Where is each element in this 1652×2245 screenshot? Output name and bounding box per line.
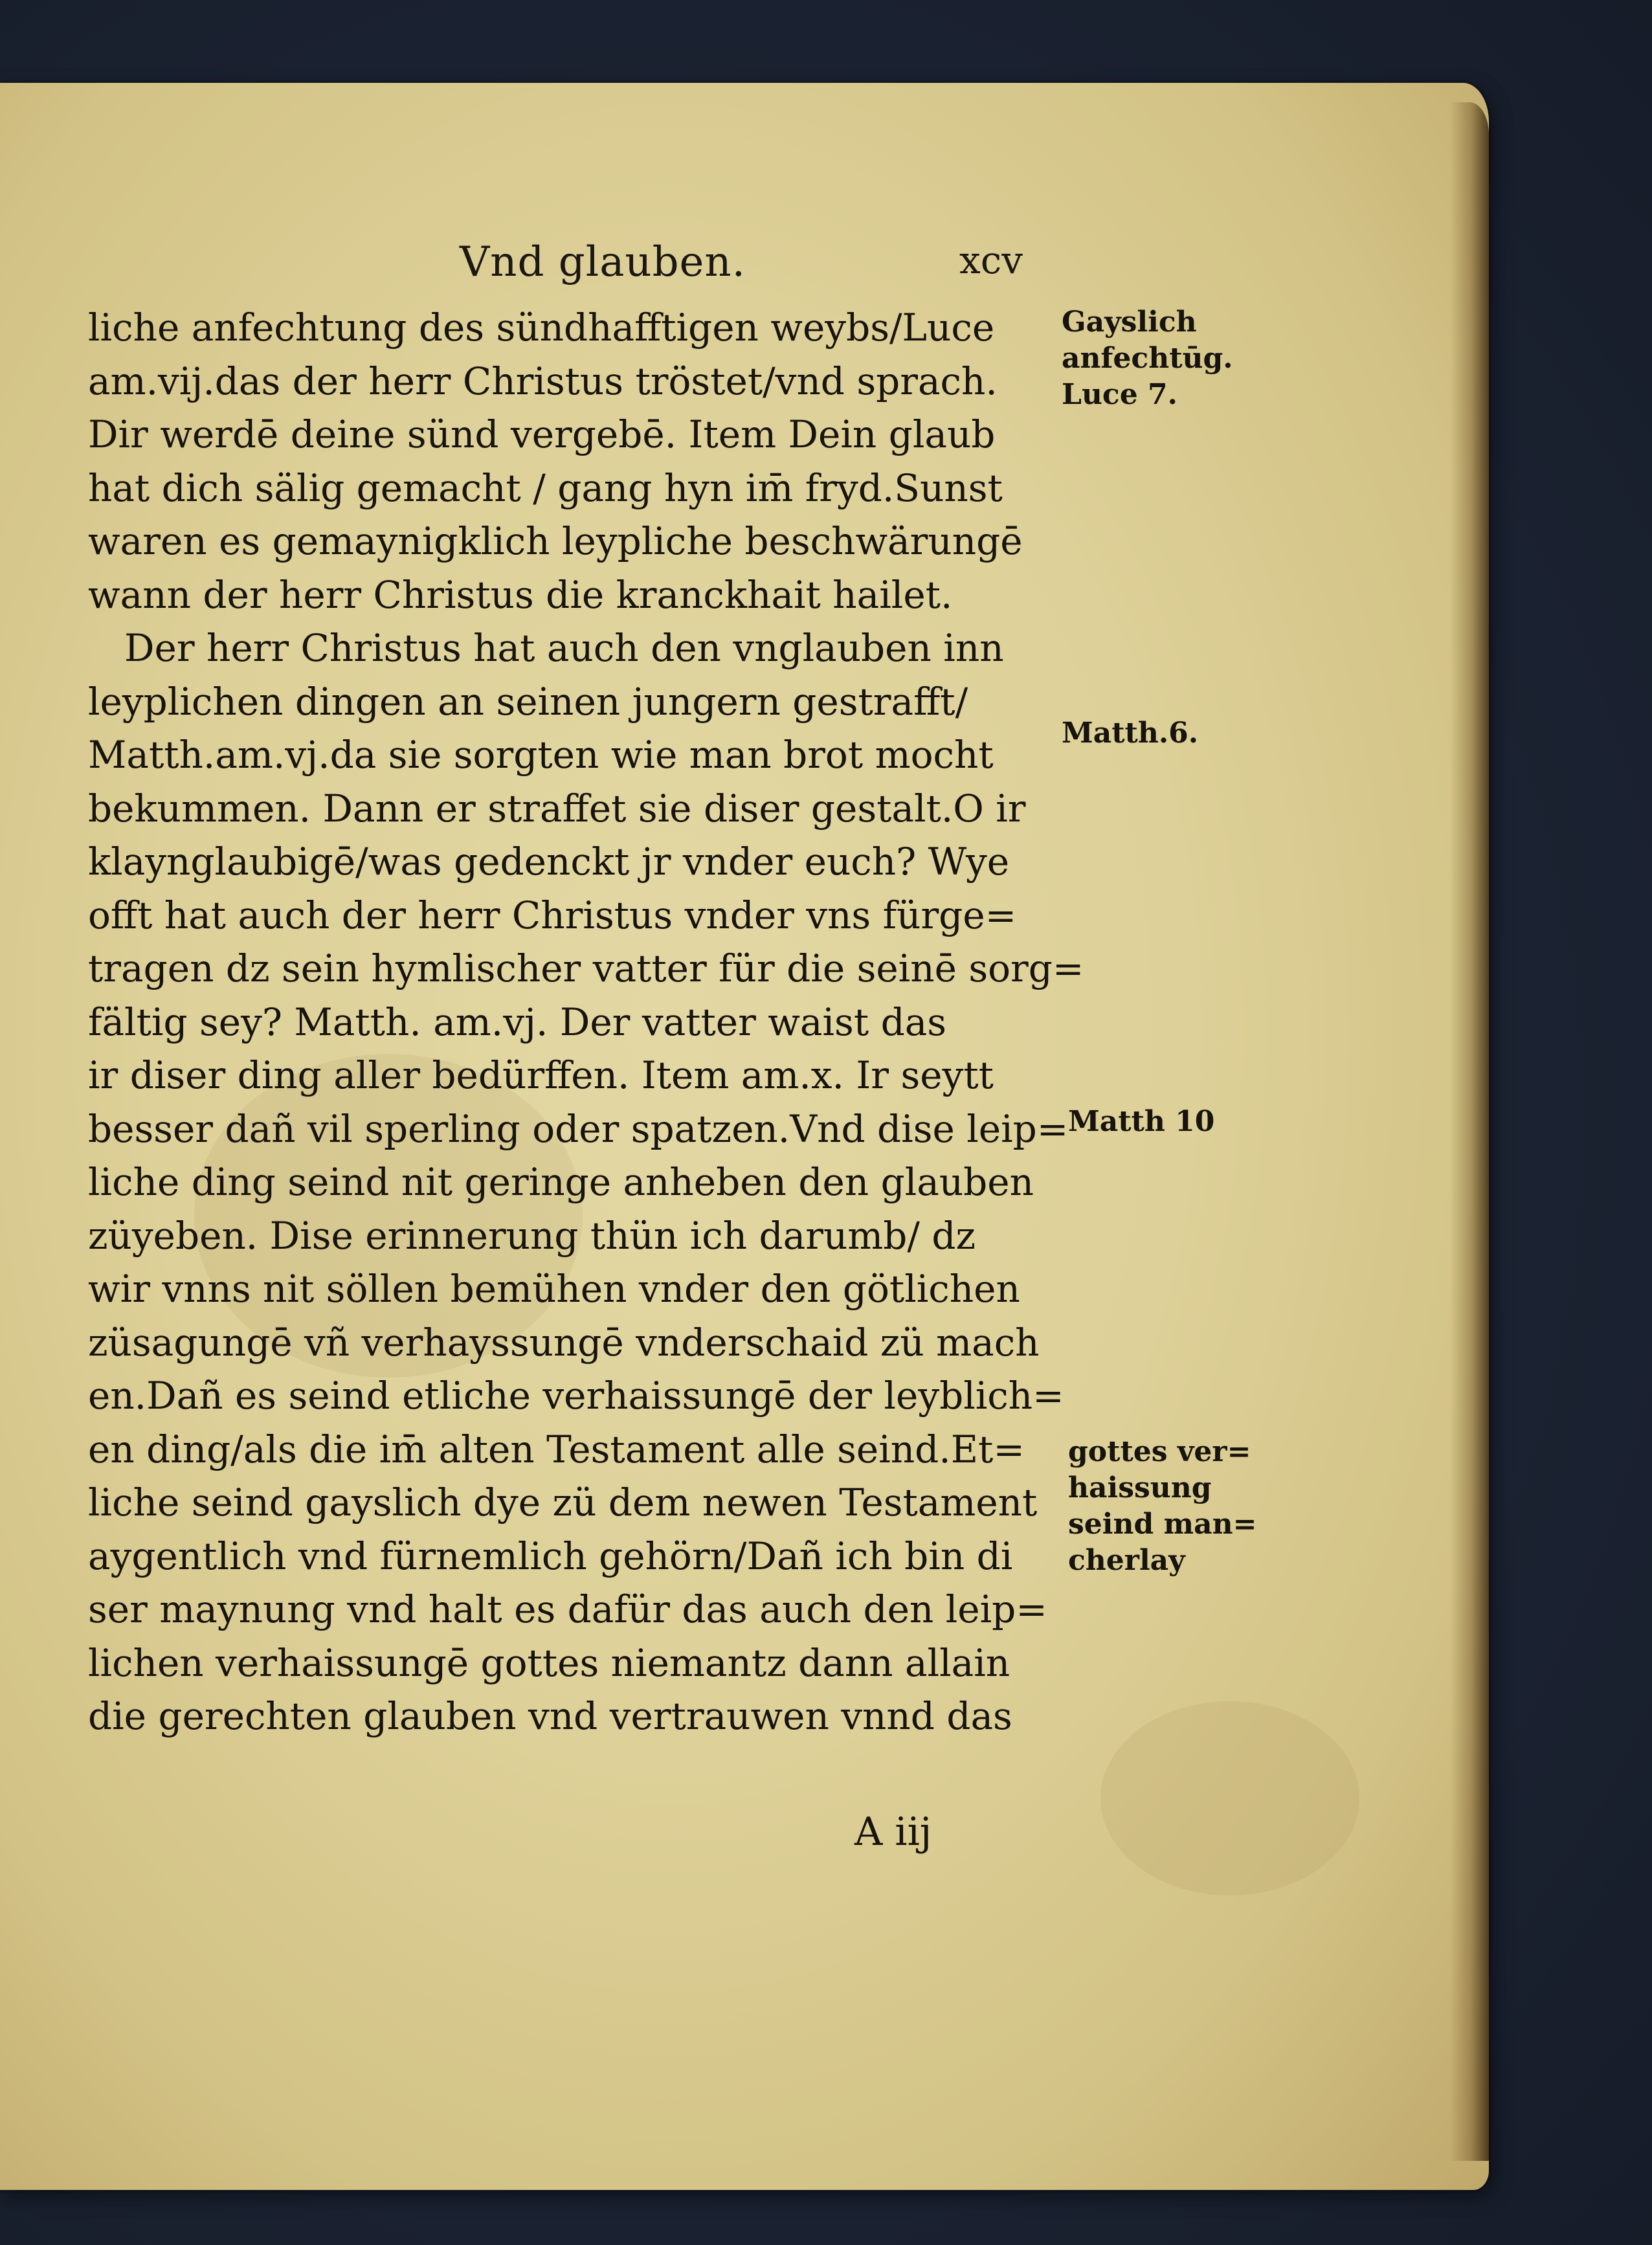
text-line: aygentlich vnd fürnemlich gehörn/Dañ ich bin di — [88, 1534, 1013, 1578]
text-line: wann der herr Christus die kranckhait hailet. — [88, 572, 953, 617]
text-line: tragen dz sein hymlischer vatter für die seinē sorg= — [88, 946, 1084, 990]
margin-note-gottes — [1068, 1434, 1256, 1579]
margin-note-line: Luce 7. — [1062, 378, 1178, 411]
margin-note-matth-6 — [1062, 715, 1198, 752]
text-line: en ding/als die im̄ alten Testament alle seind.Et= — [88, 1427, 1025, 1471]
text-line: offt hat auch der herr Christus vnder vns fürge= — [88, 893, 1017, 937]
text-line: hat dich sälig gemacht / gang hyn im̄ fryd.Sunst — [88, 465, 1003, 510]
text-line: am.vij.das der herr Christus tröstet/vnd sprach. — [88, 359, 998, 403]
text-line: die gerechten glauben vnd vertrauwen vnnd das — [88, 1694, 1012, 1738]
margin-note-line: Matth.6. — [1062, 717, 1199, 750]
text-line: lichen verhaissungē gottes niemantz dann allain — [88, 1640, 1010, 1685]
margin-note-line: Gayslich — [1062, 306, 1197, 339]
text-line: liche seind gayslich dye zü dem newen Testament — [88, 1480, 1038, 1525]
text-line: züsagungē vñ verhayssungē vnderschaid zü mach — [88, 1320, 1040, 1365]
text-line: wir vnns nit söllen bemühen vnder den götlichen — [88, 1267, 1020, 1311]
margin-note-line: seind man= — [1068, 1508, 1257, 1541]
margin-note-line: gottes ver= — [1068, 1435, 1251, 1468]
margin-note-line: haissung — [1068, 1471, 1212, 1504]
text-line: züyeben. Dise erinnerung thün ich darumb/ dz — [88, 1213, 976, 1258]
text-line: klaynglaubigē/was gedenckt jr vnder euch? Wye — [88, 840, 1010, 884]
text-line: ir diser ding aller bedürffen. Item am.x. Ir seytt — [88, 1053, 994, 1097]
text-line: besser dañ vil sperling oder spatzen.Vnd dise leip= — [88, 1106, 1069, 1151]
text-line: bekummen. Dann er straffet sie diser gestalt.O ir — [88, 786, 1026, 831]
margin-note-line: Matth 10 — [1068, 1105, 1215, 1138]
margin-note-line: cherlay — [1068, 1544, 1185, 1577]
text-line: liche ding seind nit geringe anheben den glauben — [88, 1160, 1034, 1204]
running-head-title: Vnd glauben. — [460, 238, 746, 286]
text-line: waren es gemaynigklich leypliche beschwärungē — [88, 519, 1023, 563]
signature-mark: A iij — [854, 1809, 932, 1855]
margin-note-line: anfechtūg. — [1062, 342, 1233, 375]
margin-note-matth-10 — [1068, 1104, 1214, 1140]
text-line: fältig sey? Matth. am.vj. Der vatter waist das — [88, 1000, 947, 1044]
text-line: ser maynung vnd halt es dafür das auch den leip= — [88, 1587, 1047, 1631]
paper-stain — [1100, 1701, 1359, 1895]
text-line: Dir werdē deine sünd vergebē. Item Dein glaub — [88, 412, 996, 456]
text-line: en.Dañ es seind etliche verhaissungē der leyblich= — [88, 1374, 1064, 1418]
main-text-block — [88, 301, 1084, 1743]
folio-number: xcv — [959, 238, 1023, 282]
text-line: liche anfechtung des sündhafftigen weybs/Luce — [88, 306, 995, 350]
text-line: Matth.am.vj.da sie sorgten wie man brot mocht — [88, 733, 994, 777]
text-line: leyplichen dingen an seinen jungern gestrafft/ — [88, 679, 968, 724]
text-line: Der herr Christus hat auch den vnglauben inn — [124, 626, 1004, 670]
margin-note-gayslich — [1062, 304, 1233, 413]
